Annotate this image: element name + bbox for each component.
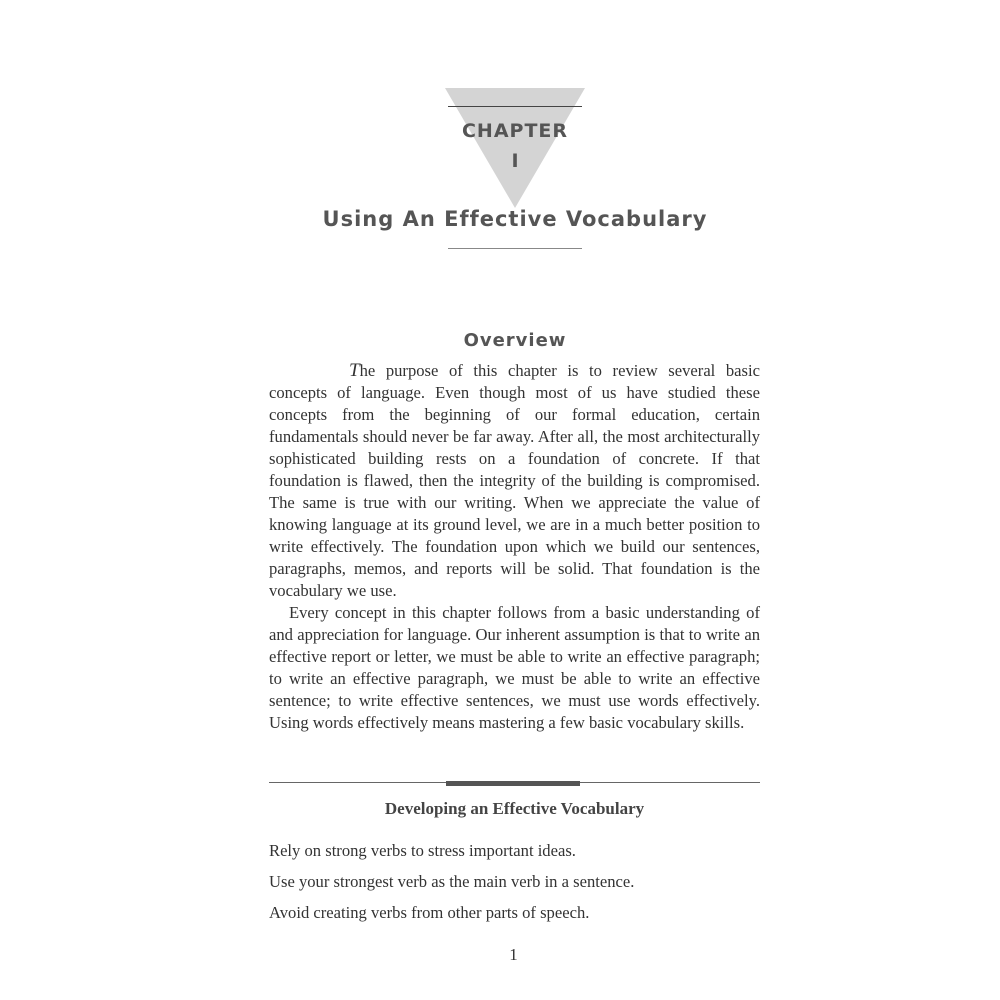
overview-paragraph-2: Every concept in this chapter follows from a basic understanding of and appreciation for language. Our inherent assumption is that to write an effective report or letter, we must be able to write an effective paragraph; to write an effective paragraph, we must be able to write an effective sentence; to write effective sentences, we must use words effectively. Using words effectively means mastering a few basic vocabulary skills. xyxy=(269,603,760,732)
overview-body xyxy=(269,360,760,734)
summary-item: Avoid creating verbs from other parts of speech. xyxy=(269,903,590,922)
chapter-number: I xyxy=(511,150,519,172)
chapter-title-rule xyxy=(448,248,582,249)
summary-heading: Developing an Effective Vocabulary xyxy=(384,799,645,818)
summary-item: Use your strongest verb as the main verb in a sentence. xyxy=(269,872,635,891)
chapter-title: Using An Effective Vocabulary xyxy=(322,207,708,231)
summary-list xyxy=(269,841,760,934)
section-divider-accent xyxy=(446,781,580,786)
dropcap: T xyxy=(349,360,360,381)
overview-paragraph-1 xyxy=(269,360,760,602)
summary-item: Rely on strong verbs to stress important ideas. xyxy=(269,841,576,860)
overview-heading: Overview xyxy=(463,330,567,351)
page-number: 1 xyxy=(509,945,518,964)
chapter-label: CHAPTER xyxy=(461,120,569,142)
chapter-rule-top xyxy=(448,106,582,107)
overview-paragraph-1-text: he purpose of this chapter is to review several basic concepts of language. Even though most of us have studied these concepts from the beginning of our formal education, certain fundamentals should never be far away. After all, the most architecturally sophisticated building rests on a foundation of concrete. If that foundation is flawed, then the integrity of the building is compromised. The same is true with our writing. When we appreciate the value of knowing language at its ground level, we are in a much better position to write effectively. The foundation upon which we build our sentences, paragraphs, memos, and reports will be solid. That foundation is the vocabulary we use. xyxy=(269,361,760,600)
